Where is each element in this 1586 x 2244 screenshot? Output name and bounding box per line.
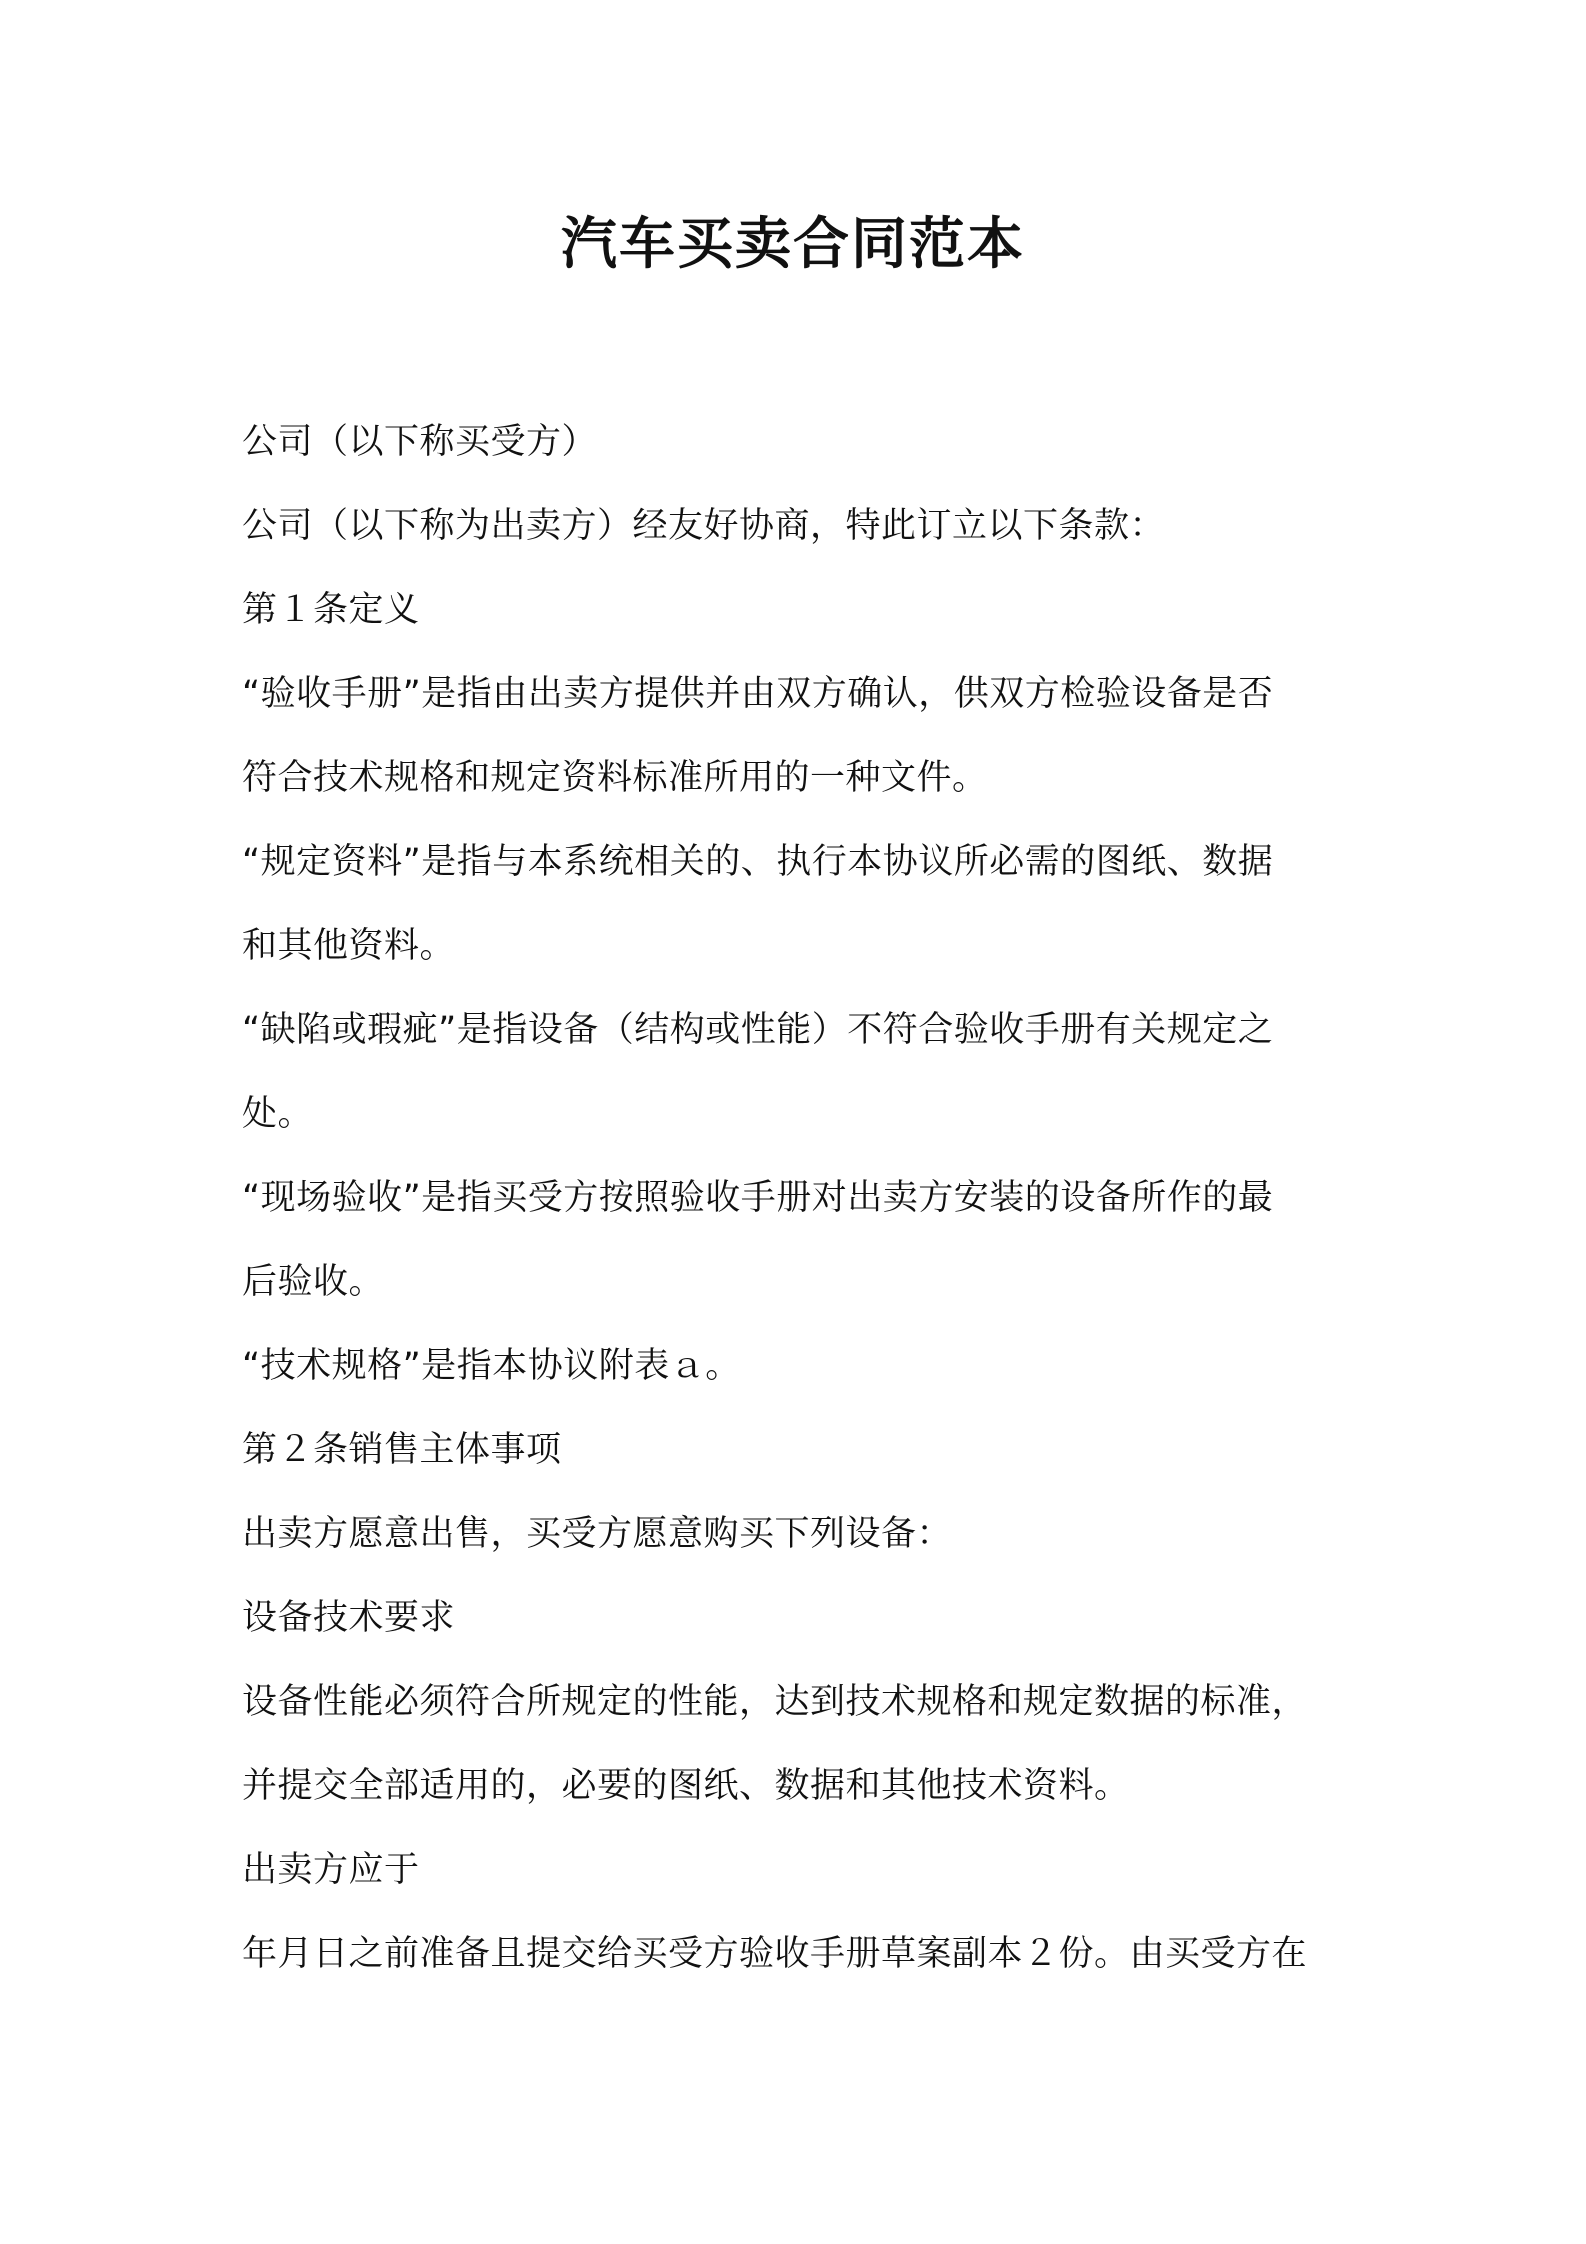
text-line: 符合技术规格和规定资料标准所用的一种文件。 — [242, 758, 988, 798]
text-line: 并提交全部适用的，必要的图纸、数据和其他技术资料。 — [242, 1766, 1130, 1806]
text-line: 公司（以下称买受方） — [242, 422, 598, 462]
text-line: 后验收。 — [242, 1262, 385, 1302]
text-line: 公司（以下称为出卖方）经友好协商，特此订立以下条款： — [242, 506, 1166, 546]
text-line: “缺陷或瑕疵”是指设备（结构或性能）不符合验收手册有关规定之 — [242, 1010, 1274, 1050]
text-line: “技术规格”是指本协议附表ａ。 — [242, 1346, 741, 1386]
text-line: 出卖方愿意出售，买受方愿意购买下列设备： — [242, 1514, 953, 1554]
text-line: 年月日之前准备且提交给买受方验收手册草案副本２份。由买受方在 — [242, 1934, 1308, 1974]
subsection-heading: 设备技术要求 — [242, 1598, 456, 1638]
document-title: 汽车买卖合同范本 — [561, 212, 1025, 277]
text-line: 设备性能必须符合所规定的性能，达到技术规格和规定数据的标准， — [242, 1682, 1308, 1722]
section-heading: 第２条销售主体事项 — [242, 1430, 562, 1470]
text-line: 出卖方应于 — [242, 1850, 420, 1890]
document-body — [242, 400, 1352, 1996]
text-line: “验收手册”是指由出卖方提供并由双方确认，供双方检验设备是否 — [242, 674, 1274, 714]
section-heading: 第１条定义 — [242, 590, 420, 630]
text-line: 和其他资料。 — [242, 926, 456, 966]
text-line: “规定资料”是指与本系统相关的、执行本协议所必需的图纸、数据 — [242, 842, 1274, 882]
text-line: 处。 — [242, 1094, 314, 1134]
text-line: “现场验收”是指买受方按照验收手册对出卖方安装的设备所作的最 — [242, 1178, 1274, 1218]
